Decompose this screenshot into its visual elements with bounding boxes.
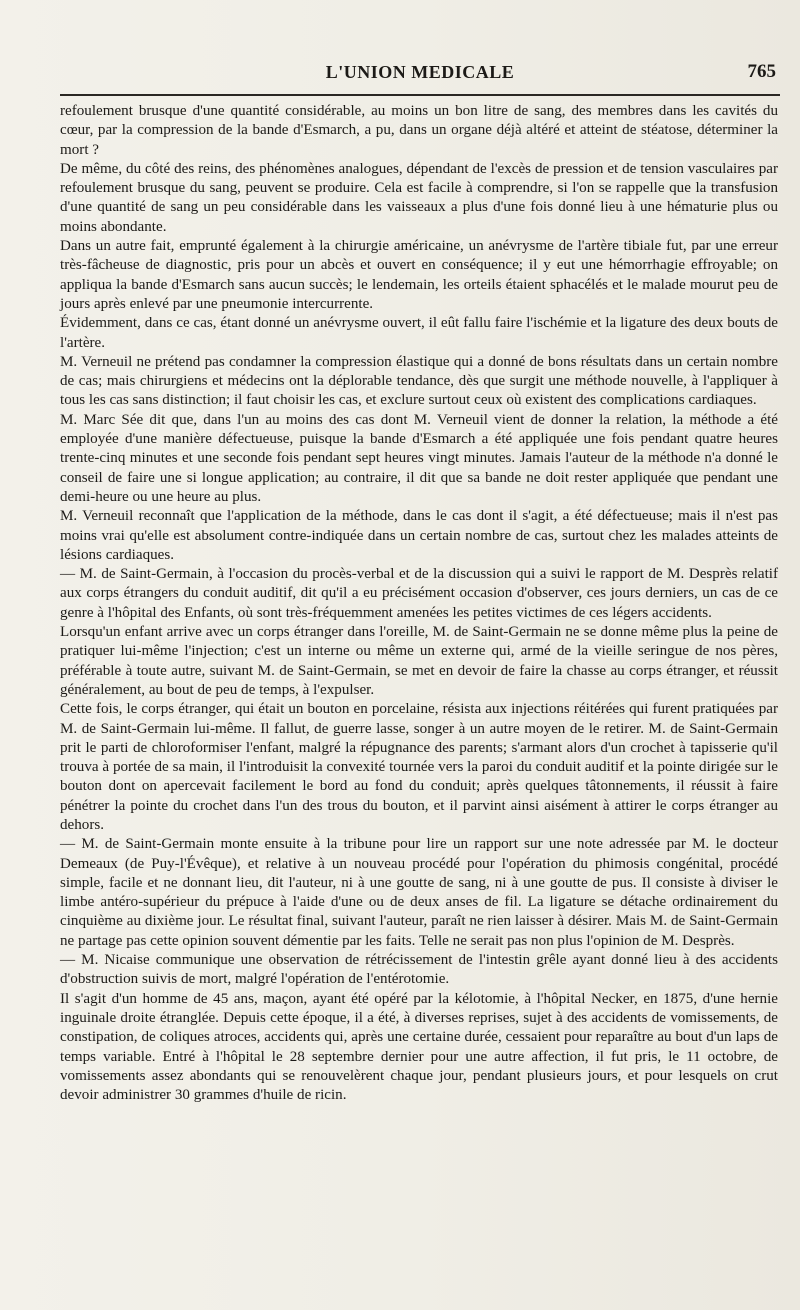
header-rule [60, 94, 780, 96]
paragraph: Lorsqu'un enfant arrive avec un corps étranger dans l'oreille, M. de Saint-Germain ne se donne même plus la peine de pratiquer lui-même l'injection; c'est un interne ou même un externe qui, armé de la vieille seringue de nos pères, préférable à toute autre, suivant M. de Saint-Germain, se met en devoir de faire la chasse au corps étranger, et réussit généralement, au bout de peu de temps, à l'expulser. [60, 624, 778, 698]
paragraph: — M. Nicaise communique une observation de rétrécissement de l'intestin grêle ayant donné lieu à des accidents d'obstruction suivis de mort, malgré l'opération de l'entérotomie. [60, 952, 778, 988]
paragraph: refoulement brusque d'une quantité considérable, au moins un bon litre de sang, des membres dans les cavités du cœur, par la compression de la bande d'Esmarch, a pu, dans un organe déjà altéré et atteint de stéatose, déterminer la mort ? [60, 103, 778, 158]
paragraph: M. Marc Sée dit que, dans l'un au moins des cas dont M. Verneuil vient de donner la relation, la méthode a été employée d'une manière défectueuse, puisque la bande d'Esmarch a été appliquée une fois pendant quatre heures trente-cinq minutes et une seconde fois pendant sept heures vingt minutes. Jamais l'auteur de la méthode n'a donné le conseil de faire une si longue application; au contraire, il dit que sa bande ne doit rester appliquée que pendant une demi-heure ou une heure au plus. [60, 411, 778, 505]
paragraph: Évidemment, dans ce cas, étant donné un anévrysme ouvert, il eût fallu faire l'ischémie et la ligature des deux bouts de l'artère. [60, 315, 778, 351]
paragraph: Il s'agit d'un homme de 45 ans, maçon, ayant été opéré par la kélotomie, à l'hôpital Necker, en 1875, d'une hernie inguinale droite étranglée. Depuis cette époque, il a été, à diverses reprises, sujet à des accidents de vomissements, de constipation, de coliques atroces, accidents qui, après une certaine durée, cessaient pour reparaître au bout d'un laps de temps variable. Entré à l'hôpital le 28 septembre dernier pour une autre affection, il fut pris, le 11 octobre, de vomissements assez abondants qui se renouvelèrent chaque jour, pendant plusieurs jours, et pour lesquels on crut devoir administrer 30 grammes d'huile de ricin. [60, 990, 778, 1104]
paragraph: — M. de Saint-Germain monte ensuite à la tribune pour lire un rapport sur une note adressée par M. le docteur Demeaux (de Puy-l'Évêque), et relative à un nouveau procédé pour l'opération du phimosis congénital, procédé simple, facile et ne donnant lieu, dit l'auteur, ni à une goutte de sang, ni à une goutte de pus. Il consiste à diviser le limbe antéro-supérieur du prépuce à l'aide d'une ou de deux anses de fil. La ligature se détache ordinairement du cinquième au dixième jour. Le résultat final, suivant l'auteur, paraît ne rien laisser à désirer. Mais M. de Saint-Germain ne partage pas cette opinion souvent démentie par les faits. Telle ne serait pas non plus l'opinion de M. Desprès. [60, 836, 778, 949]
paragraph: M. Verneuil reconnaît que l'application de la méthode, dans le cas dont il s'agit, a été défectueuse; mais il n'est pas moins vrai qu'elle est absolument contre-indiquée dans un certain nombre de cas, surtout chez les malades atteints de lésions cardiaques. [60, 508, 778, 563]
running-header [60, 58, 780, 88]
paragraph: Dans un autre fait, emprunté également à la chirurgie américaine, un anévrysme de l'artère tibiale fut, par une erreur très-fâcheuse de diagnostic, pris pour un abcès et ouvert en conséquence; il y eut une hémorrhagie effroyable; on appliqua la bande d'Esmarch sans aucun succès; le lendemain, les orteils étaient sphacélés et le malade mourut peu de jours après enlevé par une pneumonie intercurrente. [60, 238, 778, 312]
paragraph: — M. de Saint-Germain, à l'occasion du procès-verbal et de la discussion qui a suivi le rapport de M. Desprès relatif aux corps étrangers du conduit auditif, dit qu'il a eu précisément occasion d'observer, ces jours derniers, un cas de ce genre à l'hôpital des Enfants, où sont très-fréquemment amenées les petites victimes de ces légers accidents. [60, 566, 778, 621]
paragraph: Cette fois, le corps étranger, qui était un bouton en porcelaine, résista aux injections réitérées qui furent pratiquées par M. de Saint-Germain lui-même. Il fallut, de guerre lasse, songer à un autre moyen de le retirer. M. de Saint-Germain prit le parti de chloroformiser l'enfant, malgré la répugnance des parents; s'armant alors d'un crochet à tapisserie qu'il trouva à portée de sa main, il l'introduisit la convexité tournée vers la paroi du conduit auditif et la pointe dirigée sur le bouton dont on apercevait facilement le bord au fond du conduit; après quelques tâtonnements, il réussit à faire pénétrer la pointe du crochet dans l'un des trous du bouton, et il parvint ainsi aisément à attirer le corps étranger au dehors. [60, 701, 778, 833]
article-body [60, 102, 778, 1105]
journal-title: L'UNION MEDICALE [325, 62, 515, 82]
paragraph: De même, du côté des reins, des phénomènes analogues, dépendant de l'excès de pression et de tension vasculaires par refoulement brusque du sang, peuvent se produire. Cela est facile à comprendre, si l'on se rappelle que la transfusion d'une quantité de sang un peu considérable dans les vaisseaux a plus d'une fois donné lieu à une hématurie plus ou moins abondante. [60, 160, 778, 235]
paragraph: M. Verneuil ne prétend pas condamner la compression élastique qui a donné de bons résultats dans un certain nombre de cas; mais chirurgiens et médecins ont la déplorable tendance, dès que surgit une méthode nouvelle, à l'appliquer à tous les cas sans distinction; il faut choisir les cas, et exclure surtout ceux où existent des complications cardiaques. [60, 353, 778, 409]
page-number: 765 [747, 61, 776, 82]
